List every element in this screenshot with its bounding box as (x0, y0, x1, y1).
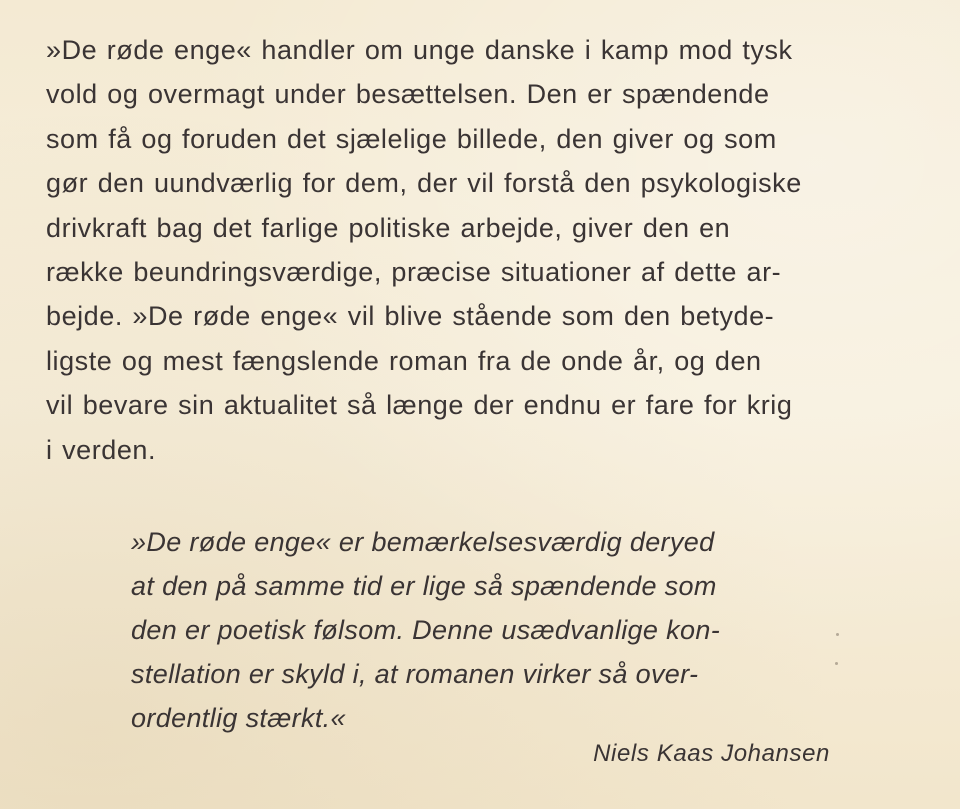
paper-speck (836, 633, 839, 636)
blurb-line: »De røde enge« handler om unge danske i kamp mod tysk (46, 35, 793, 65)
quote-line: ordentlig stærkt.« (131, 703, 346, 733)
blurb-line: bejde. »De røde enge« vil blive stående som den betyde- (46, 301, 775, 332)
quote-line: »De røde enge« er bemærkelsesværdig deryed (131, 527, 715, 557)
quote-line: stellation er skyld i, at romanen virker så over- (131, 659, 699, 689)
blurb-line: drivkraft bag det farlige politiske arbejde, giver den en (46, 212, 731, 243)
quote-line: den er poetisk følsom. Denne usædvanlige kon- (131, 615, 721, 645)
blurb-paragraph (46, 28, 926, 472)
blurb-line: vil bevare sin aktualitet så længe der endnu er fare for krig (46, 390, 793, 421)
review-quote (131, 520, 851, 740)
blurb-line: i verden. (46, 434, 157, 465)
blurb-line: gør den uundværlig for dem, der vil forstå den psykologiske (46, 168, 802, 199)
blurb-line: vold og overmagt under besættelsen. Den er spændende (46, 79, 770, 110)
blurb-line: ligste og mest fængslende roman fra de onde år, og den (46, 345, 762, 376)
paper-speck (835, 662, 838, 665)
quote-attribution: Niels Kaas Johansen (593, 740, 830, 767)
quote-line: at den på samme tid er lige så spændende som (131, 571, 717, 601)
blurb-line: række beundringsværdige, præcise situationer af dette ar- (46, 256, 782, 287)
blurb-line: som få og foruden det sjælelige billede, den giver og som (46, 123, 777, 154)
